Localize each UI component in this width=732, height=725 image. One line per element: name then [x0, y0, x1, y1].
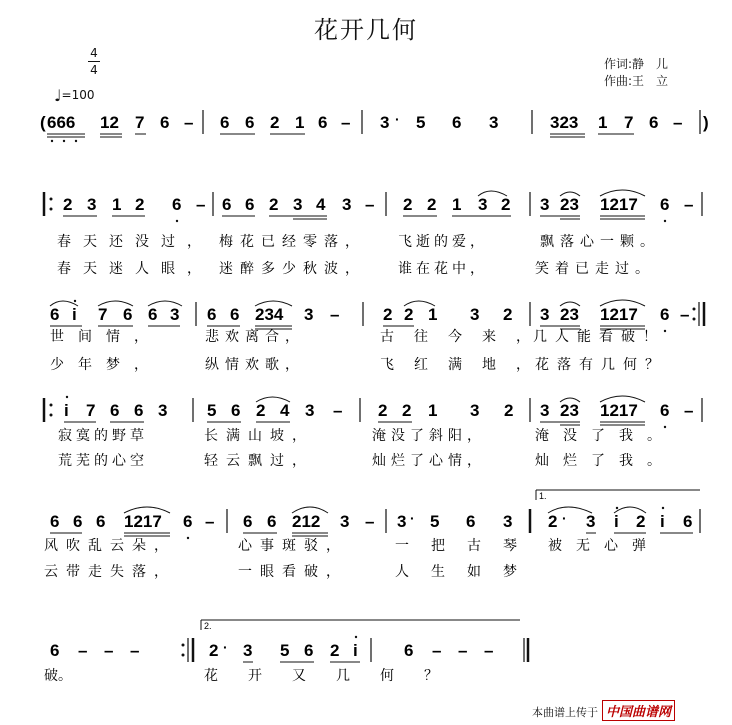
- note: 3: [158, 401, 168, 420]
- note: 2: [378, 401, 388, 420]
- repeat-dot: [182, 644, 185, 647]
- note: 6: [148, 305, 158, 324]
- note: 23: [560, 305, 579, 324]
- high-octave-dot: [616, 507, 618, 509]
- note: 3: [540, 195, 550, 214]
- note: 3: [340, 512, 350, 531]
- volta-label: 1.: [539, 491, 547, 501]
- lyric: 飘落心一颗。: [540, 233, 660, 249]
- note: –: [365, 195, 375, 214]
- lyric: 迷醉多少秋波，: [219, 260, 366, 276]
- note: 6: [304, 641, 314, 660]
- note: –: [205, 512, 215, 531]
- note: 6: [220, 113, 230, 132]
- note: 6: [231, 401, 241, 420]
- note: 212: [292, 512, 321, 531]
- note: 666: [47, 113, 76, 132]
- note: –: [684, 401, 694, 420]
- volta-label: 2.: [204, 621, 212, 631]
- note: 323: [550, 113, 579, 132]
- low-octave-dot: [51, 140, 53, 142]
- lyric: 风吹乱云朵，: [44, 537, 176, 553]
- note: –: [330, 305, 340, 324]
- note: 3: [305, 401, 315, 420]
- composer-credit: 作曲:王 立: [604, 74, 669, 88]
- note: 23: [560, 401, 579, 420]
- note: 6: [96, 512, 106, 531]
- note: 1: [428, 305, 438, 324]
- note: 6: [660, 195, 670, 214]
- lyric: 荒芜的心空: [58, 452, 148, 468]
- lyrics-line-6: [44, 667, 468, 683]
- page-title: 花开几何: [314, 16, 418, 44]
- low-octave-dot: [75, 140, 77, 142]
- score-line-2: [44, 190, 702, 222]
- low-octave-dot: [176, 220, 178, 222]
- note: 1: [112, 195, 122, 214]
- note: –: [432, 641, 442, 660]
- repeat-dot: [182, 654, 185, 657]
- note: 3: [380, 113, 390, 132]
- lyric: 轻云飘过，: [204, 452, 314, 468]
- lyric: 灿烂了我。: [535, 452, 675, 468]
- note: 5: [207, 401, 217, 420]
- note: –: [684, 195, 694, 214]
- note: 1217: [124, 512, 162, 531]
- lyric: 云带走失落，: [44, 563, 176, 579]
- note: 6: [230, 305, 240, 324]
- note: 4: [316, 195, 326, 214]
- note: 1217: [600, 195, 638, 214]
- lyric: 世间情，: [50, 328, 162, 344]
- high-octave-dot: [662, 507, 664, 509]
- note: 2: [383, 305, 393, 324]
- lyric: 飞逝的爱，: [398, 233, 488, 249]
- note: 2: [504, 401, 514, 420]
- note: 3: [243, 641, 253, 660]
- note: i: [353, 641, 358, 660]
- note: 3: [87, 195, 97, 214]
- note: 2: [256, 401, 266, 420]
- note: 6: [50, 512, 60, 531]
- dot: ·: [223, 639, 228, 655]
- lyric: 春天迷人眼，: [57, 260, 213, 276]
- note: 5: [416, 113, 426, 132]
- note: 1: [295, 113, 305, 132]
- lyric: 人生如梦: [395, 563, 539, 579]
- note: 3: [489, 113, 499, 132]
- site-logo: 中国曲谱网: [602, 700, 675, 721]
- lyric: 淹没了我。: [535, 427, 675, 443]
- dot: ·: [410, 510, 415, 526]
- lyricist-credit: 作词:静 儿: [604, 57, 669, 71]
- note: –: [458, 641, 468, 660]
- lyric: 谁在花中，: [398, 260, 488, 276]
- note: 6: [207, 305, 217, 324]
- note: i: [72, 305, 77, 324]
- note: 6: [183, 512, 193, 531]
- score-line-6: [50, 620, 528, 662]
- note: 5: [430, 512, 440, 531]
- low-octave-dot: [664, 220, 666, 222]
- note: 6: [110, 401, 120, 420]
- repeat-dot: [50, 208, 53, 211]
- note: 1: [428, 401, 438, 420]
- note: 2: [330, 641, 340, 660]
- note: 23: [560, 195, 579, 214]
- score-line-1: [40, 110, 709, 142]
- note: 12: [100, 113, 119, 132]
- high-octave-dot: [66, 396, 68, 398]
- note: 6: [660, 401, 670, 420]
- note: 2: [63, 195, 73, 214]
- note: 3: [170, 305, 180, 324]
- lyric: 灿烂了心情，: [372, 452, 486, 468]
- note: 6: [649, 113, 659, 132]
- note: 2: [270, 113, 280, 132]
- note: 7: [135, 113, 145, 132]
- note: 3: [540, 305, 550, 324]
- repeat-dot: [50, 198, 53, 201]
- lyrics-line-2: [57, 233, 660, 277]
- note: –: [365, 512, 375, 531]
- time-signature-bottom: 4: [90, 63, 98, 77]
- repeat-dot: [693, 318, 696, 321]
- lyric: 纵情欢歌，: [205, 356, 305, 372]
- note: 2: [503, 305, 513, 324]
- lyric: 淹没了斜阳，: [372, 427, 486, 443]
- note: 6: [222, 195, 232, 214]
- note: 6: [683, 512, 693, 531]
- note: –: [104, 641, 114, 660]
- note: 6: [73, 512, 83, 531]
- lyric: 春天还没过，: [57, 233, 213, 249]
- note: 3: [470, 401, 480, 420]
- note: –: [184, 113, 194, 132]
- footer-credit: [532, 700, 675, 721]
- dot: ·: [395, 111, 400, 127]
- footer-text: 本曲谱上传于: [532, 706, 598, 719]
- note: 2: [404, 305, 414, 324]
- note: 6: [245, 195, 255, 214]
- note: 6: [267, 512, 277, 531]
- time-signature-top: 4: [90, 46, 98, 60]
- note: 5: [280, 641, 290, 660]
- note: 4: [280, 401, 290, 420]
- note: 2: [548, 512, 558, 531]
- lyrics-line-3: [50, 328, 667, 373]
- high-octave-dot: [355, 636, 357, 638]
- note: 3: [304, 305, 314, 324]
- score-line-5: [50, 490, 700, 539]
- note: 6: [318, 113, 328, 132]
- note: –: [680, 305, 690, 324]
- note: i: [614, 512, 619, 531]
- lyric: 少年梦，: [50, 356, 162, 372]
- repeat-dot: [50, 414, 53, 417]
- note: 3: [503, 512, 513, 531]
- note: 6: [134, 401, 144, 420]
- note: 1: [452, 195, 462, 214]
- lyrics-line-5: [44, 537, 660, 580]
- note: 6: [404, 641, 414, 660]
- repeat-dot: [50, 404, 53, 407]
- lyric: 一把古琴: [395, 537, 539, 553]
- lyric: 笑着已走过。: [535, 260, 655, 276]
- lyric: 花开又几何？: [204, 667, 468, 683]
- note: i: [660, 512, 665, 531]
- lyric: 几人能看破！: [533, 328, 665, 344]
- lyric: 悲欢离合，: [205, 328, 305, 344]
- note: 2: [636, 512, 646, 531]
- low-octave-dot: [187, 537, 189, 539]
- note: 2: [135, 195, 145, 214]
- note: 1: [598, 113, 608, 132]
- note: 7: [86, 401, 96, 420]
- note: 2: [402, 401, 412, 420]
- lyric: 花落有几何？: [535, 356, 667, 372]
- note: 3: [342, 195, 352, 214]
- note: 2: [501, 195, 511, 214]
- note: 3: [540, 401, 550, 420]
- note: –: [333, 401, 343, 420]
- lyric: 梅花已经零落，: [219, 233, 366, 249]
- prelude-open-paren: (: [40, 113, 46, 132]
- note: –: [341, 113, 351, 132]
- lyric: 飞红满地，: [380, 356, 550, 372]
- note: –: [196, 195, 206, 214]
- note: 3: [397, 512, 407, 531]
- note: 7: [98, 305, 108, 324]
- note: 6: [660, 305, 670, 324]
- dot: ·: [562, 510, 567, 526]
- note: 2: [427, 195, 437, 214]
- note: i: [64, 401, 69, 420]
- note: –: [673, 113, 683, 132]
- prelude-close-paren: ): [703, 113, 709, 132]
- note: 6: [123, 305, 133, 324]
- note: 6: [50, 305, 60, 324]
- note: 3: [478, 195, 488, 214]
- note: 3: [293, 195, 303, 214]
- note: 6: [452, 113, 462, 132]
- tempo-value: =100: [61, 88, 95, 102]
- note: 1217: [600, 401, 638, 420]
- quarter-note-icon: ♩: [54, 86, 62, 105]
- note: 3: [586, 512, 596, 531]
- note: 1217: [600, 305, 638, 324]
- note: 7: [624, 113, 634, 132]
- low-octave-dot: [63, 140, 65, 142]
- note: 6: [160, 113, 170, 132]
- note: –: [78, 641, 88, 660]
- lyric: 被无心弹: [548, 537, 660, 553]
- lyric: 长满山坡，: [204, 427, 314, 443]
- repeat-dot: [693, 308, 696, 311]
- high-octave-dot: [74, 300, 76, 302]
- note: –: [130, 641, 140, 660]
- lyric: 破。: [44, 667, 72, 683]
- score-line-4: [44, 396, 702, 428]
- note: 2: [403, 195, 413, 214]
- note: 6: [466, 512, 476, 531]
- note: 234: [255, 305, 284, 324]
- note: 3: [470, 305, 480, 324]
- note: 2: [209, 641, 219, 660]
- lyric: 心事斑驳，: [238, 537, 348, 553]
- lyric: 古往今来，: [380, 328, 550, 344]
- note: 6: [50, 641, 60, 660]
- lyric: 寂寞的野草: [58, 427, 148, 443]
- note: 6: [245, 113, 255, 132]
- note: –: [484, 641, 494, 660]
- lyrics-line-4: [58, 427, 675, 469]
- note: 6: [243, 512, 253, 531]
- note: 6: [172, 195, 182, 214]
- lyric: 一眼看破，: [238, 563, 348, 579]
- note: 2: [269, 195, 279, 214]
